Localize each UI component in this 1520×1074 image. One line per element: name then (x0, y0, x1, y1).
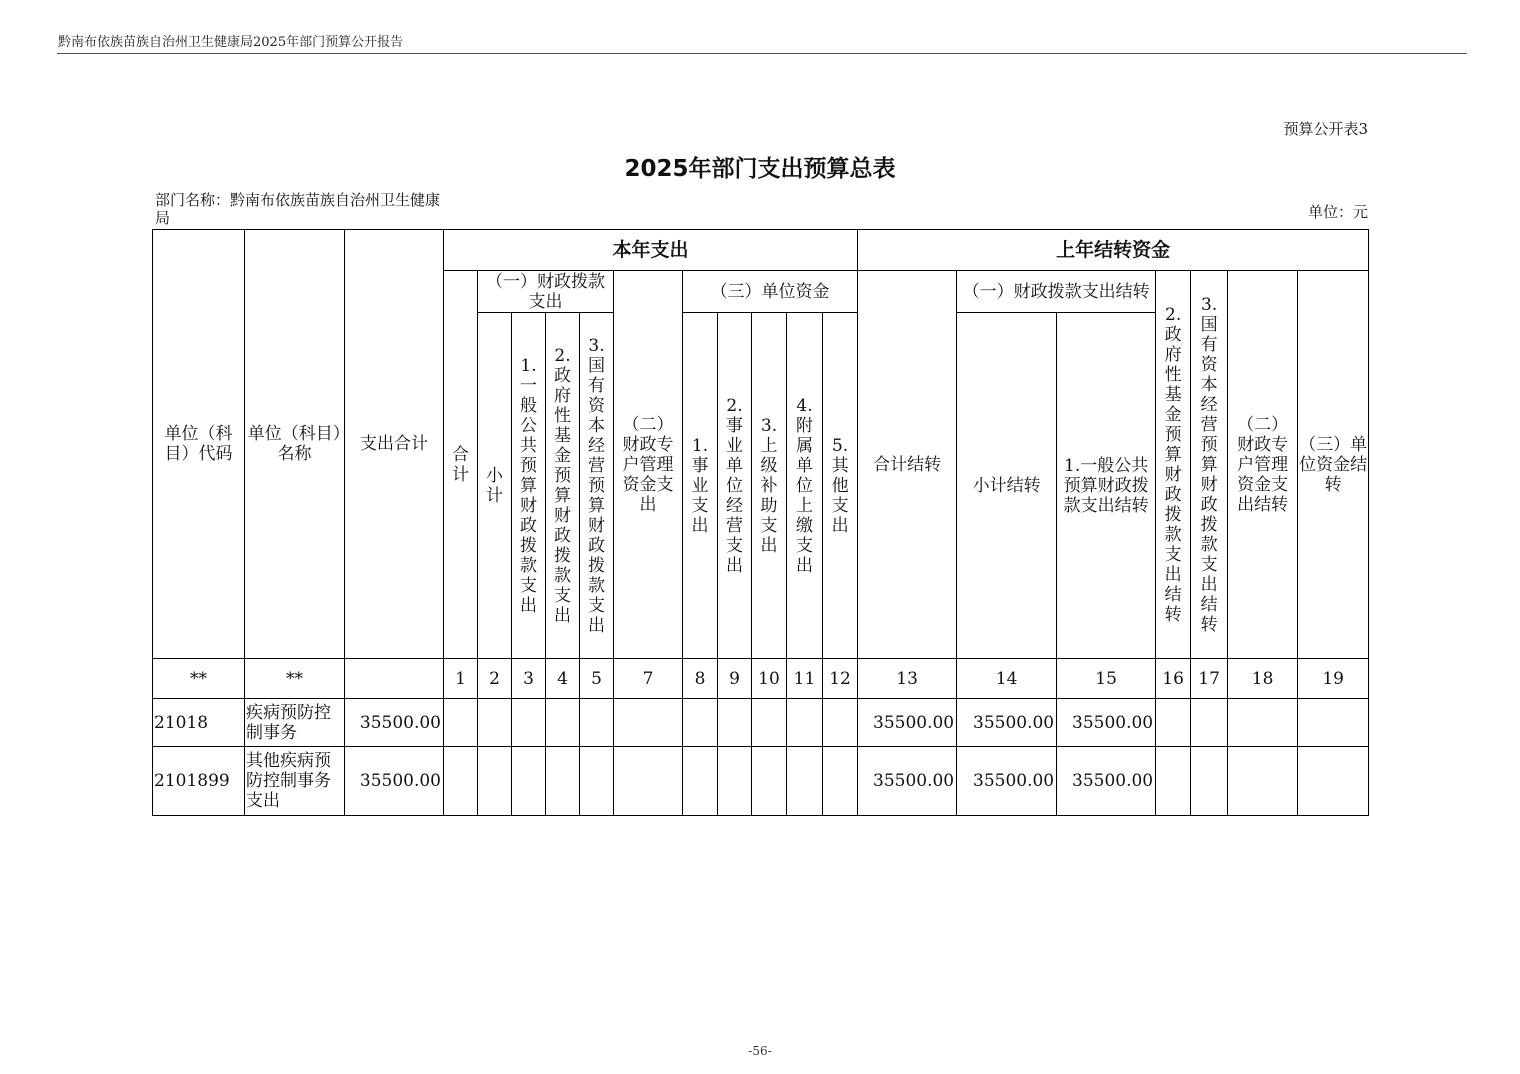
row-co-fiscal-sub: 35500.00 (957, 747, 1057, 816)
header-cy-fiscal-state: 3.国有资本经营预算财政拨款支出 (580, 313, 614, 659)
index-cell: 1 (444, 659, 478, 699)
row-co-fiscal-general: 35500.00 (1057, 747, 1156, 816)
index-cell: 9 (718, 659, 752, 699)
index-cell: 2 (478, 659, 512, 699)
index-cell: 4 (546, 659, 580, 699)
header-cy-fiscal: （一）财政拨款支出 (478, 271, 614, 313)
header-rule (57, 53, 1467, 54)
index-cell: 8 (683, 659, 718, 699)
header-co-total: 合计结转 (858, 271, 957, 659)
running-header: 黔南布依族苗族自治州卫生健康局2025年部门预算公开报告 (58, 35, 404, 50)
unit-label: 单位：元 (1307, 203, 1368, 221)
header-current-year: 本年支出 (444, 230, 858, 271)
index-cell: 10 (752, 659, 787, 699)
index-cell: 19 (1298, 659, 1369, 699)
index-cell: 14 (957, 659, 1057, 699)
row-total: 35500.00 (345, 747, 444, 816)
table-row (153, 747, 1369, 816)
header-cy-unit-business: 2.事业单位经营支出 (718, 313, 752, 659)
row-co-fiscal-general: 35500.00 (1057, 699, 1156, 747)
index-cell: 7 (614, 659, 683, 699)
index-cell: ** (153, 659, 245, 699)
index-cell: 16 (1156, 659, 1191, 699)
row-name: 疾病预防控制事务 (245, 699, 345, 747)
index-cell: 15 (1057, 659, 1156, 699)
budget-table (152, 229, 1369, 816)
index-cell: 3 (512, 659, 546, 699)
index-cell: 5 (580, 659, 614, 699)
index-cell: 11 (787, 659, 823, 699)
index-cell: ** (245, 659, 345, 699)
header-cy-fiscal-fund: 2.政府性基金预算财政拨款支出 (546, 313, 580, 659)
header-co-fiscal-general: 1.一般公共预算财政拨款支出结转 (1057, 313, 1156, 659)
header-code: 单位（科目）代码 (153, 230, 245, 659)
header-co-fiscal-state: 3.国有资本经营预算财政拨款支出结转 (1191, 271, 1228, 659)
page-number: -56- (748, 1044, 772, 1058)
header-co-fiscal-sub: 小计结转 (957, 313, 1057, 659)
row-code: 2101899 (153, 747, 245, 816)
header-cy-unit-subsidy: 3.上级补助支出 (752, 313, 787, 659)
row-co-total: 35500.00 (858, 747, 957, 816)
row-co-fiscal-sub: 35500.00 (957, 699, 1057, 747)
header-co-fiscal: （一）财政拨款支出结转 (957, 271, 1156, 313)
index-cell: 17 (1191, 659, 1228, 699)
index-cell: 18 (1228, 659, 1298, 699)
header-co-unit: （三）单位资金结转 (1298, 271, 1369, 659)
header-co-fiscal-fund: 2.政府性基金预算财政拨款支出结转 (1156, 271, 1191, 659)
row-co-total: 35500.00 (858, 699, 957, 747)
index-cell (345, 659, 444, 699)
header-co-special: （二）财政专户管理资金支出结转 (1228, 271, 1298, 659)
row-code: 21018 (153, 699, 245, 747)
header-cy-total: 合计 (444, 271, 478, 659)
index-cell: 13 (858, 659, 957, 699)
header-cy-unit-other: 5.其他支出 (823, 313, 858, 659)
header-cy-fiscal-general: 1.一般公共预算财政拨款支出 (512, 313, 546, 659)
header-cy-unit-career: 1.事业支出 (683, 313, 718, 659)
header-cy-special: （二）财政专户管理资金支出 (614, 271, 683, 659)
table-number: 预算公开表3 (1283, 120, 1368, 138)
row-name: 其他疾病预防控制事务支出 (245, 747, 345, 816)
table-row (153, 699, 1369, 747)
department-name: 部门名称：黔南布依族苗族自治州卫生健康局 (155, 191, 441, 227)
header-cy-fiscal-sub: 小计 (478, 313, 512, 659)
header-name: 单位（科目）名称 (245, 230, 345, 659)
row-total: 35500.00 (345, 699, 444, 747)
page-title: 2025年部门支出预算总表 (624, 156, 896, 182)
index-row (153, 659, 1369, 699)
header-total: 支出合计 (345, 230, 444, 659)
header-cy-unit-affiliated: 4.附属单位上缴支出 (787, 313, 823, 659)
header-cy-unit: （三）单位资金 (683, 271, 858, 313)
header-carryover: 上年结转资金 (858, 230, 1369, 271)
index-cell: 12 (823, 659, 858, 699)
